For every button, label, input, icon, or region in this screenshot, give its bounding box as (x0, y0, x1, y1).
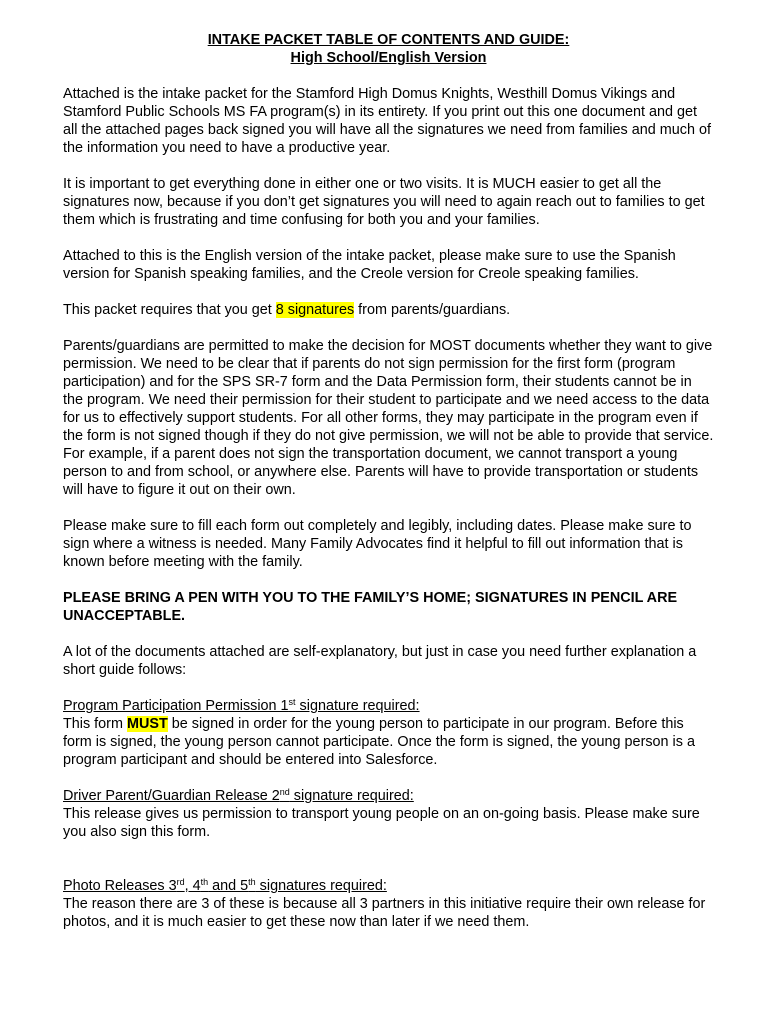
section-program-participation (63, 697, 714, 769)
section-heading: Photo Releases 3rd, 4th and 5th signatures required: (63, 877, 387, 894)
language-versions-paragraph: Attached to this is the English version of the intake packet, please make sure to use the Spanish version for Spanish speaking families, and the Creole version for Creole speaking families. (63, 248, 676, 282)
title-line-2: High School/English Version (290, 50, 487, 66)
guide-intro-paragraph: A lot of the documents attached are self-explanatory, but just in case you need further explanation a short guide follows: (63, 644, 697, 678)
signatures-count-paragraph (63, 301, 714, 319)
intro-paragraph: Attached is the intake packet for the Stamford High Domus Knights, Westhill Domus Vikings and Stamford Public Schools MS FA program(s) in its entirety. If you print out this one document and get all the attached pages back signed you will have all the signatures we need from families and much of the information you need to have a productive year. (63, 86, 711, 156)
pen-warning: PLEASE BRING A PEN WITH YOU TO THE FAMILY’S HOME; SIGNATURES IN PENCIL ARE UNACCEPTABLE. (63, 590, 678, 624)
section-heading: Driver Parent/Guardian Release 2nd signature required: (63, 787, 414, 804)
fill-out-paragraph: Please make sure to fill each form out completely and legibly, including dates. Please make sure to sign where a witness is needed. Many Family Advocates find it helpful to fill out information that is known before meeting with the family. (63, 518, 692, 570)
signatures-text-before: This packet requires that you get (63, 302, 276, 318)
document-title (63, 31, 714, 67)
section-photo-releases (63, 877, 714, 931)
signatures-highlight: 8 signatures (275, 302, 355, 318)
section-body: The reason there are 3 of these is because all 3 partners in this initiative require their own release for photos, and it is much easier to get these now than later if we need them. (63, 896, 706, 930)
title-line-1: INTAKE PACKET TABLE OF CONTENTS AND GUIDE: (207, 32, 570, 48)
must-highlight: MUST (126, 716, 168, 732)
section-heading: Program Participation Permission 1st signature required: (63, 697, 420, 714)
permissions-paragraph: Parents/guardians are permitted to make the decision for MOST documents whether they want to give permission. We need to be clear that if parents do not sign permission for the first form (program participation) and for the SPS SR-7 form and the Data Permission form, their students cannot be in the program. We need their permission for their student to participate and we need access to the data for us to effectively support students. For all other forms, they may participate in the program even if the form is not signed though if they do not give permission, we will not be able to provide that service. For example, if a parent does not sign the transportation document, we cannot transport a young person to and from school, or anywhere else. Parents will have to provide transportation or students will have to figure it out on their own. (63, 338, 714, 498)
section-body: This release gives us permission to transport young people on an on-going basis. Please make sure you also sign this form. (63, 806, 700, 840)
section-body: This form MUST be signed in order for the young person to participate in our program. Before this form is signed, the young person cannot participate. Once the form is signed, the young person is a program participant and should be entered into Salesforce. (63, 716, 695, 768)
section-driver-release (63, 787, 714, 841)
signatures-text-after: from parents/guardians. (354, 302, 511, 318)
visits-paragraph: It is important to get everything done in either one or two visits. It is MUCH easier to get all the signatures now, because if you don’t get signatures you will need to again reach out to families to get them which is frustrating and time confusing for both you and your families. (63, 176, 705, 228)
